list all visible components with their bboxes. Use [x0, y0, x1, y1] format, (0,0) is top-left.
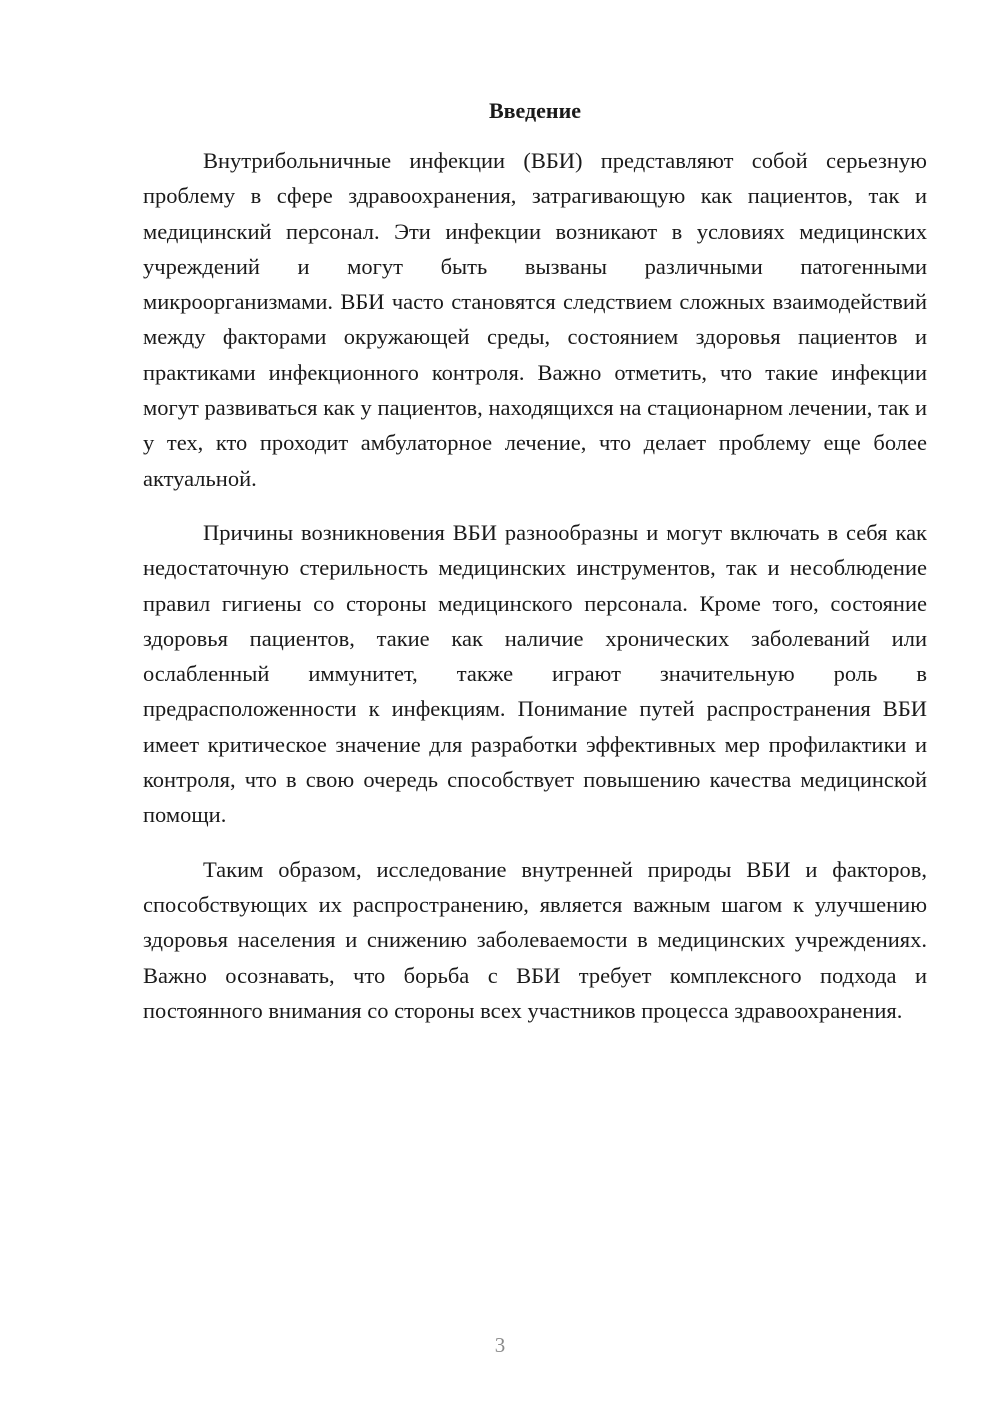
paragraph-intro: Внутрибольничные инфекции (ВБИ) представляют собой серьезную проблему в сфере здравоохранения, затрагивающую как пациентов, так и медицинский персонал. Эти инфекции возникают в условиях медицинских учреждений и могут быть вызваны различными патогенными микроорганизмами. ВБИ часто становятся следствием сложных взаимодействий между факторами окружающей среды, состоянием здоровья пациентов и практиками инфекционного контроля. Важно отметить, что такие инфекции могут развиваться как у пациентов, находящихся на стационарном лечении, так и у тех, кто проходит амбулаторное лечение, что делает проблему еще более актуальной.	[143, 148, 927, 491]
page-number: 3	[494, 1333, 506, 1357]
paragraph-conclusion: Таким образом, исследование внутренней природы ВБИ и факторов, способствующих их распространению, является важным шагом к улучшению здоровья населения и снижению заболеваемости в медицинских учреждениях. Важно осознавать, что борьба с ВБИ требует комплексного подхода и постоянного внимания со стороны всех участников процесса здравоохранения.	[143, 856, 927, 1023]
section-heading: Введение	[488, 98, 582, 123]
body-text	[143, 143, 927, 1047]
paragraph-causes: Причины возникновения ВБИ разнообразны и могут включать в себя как недостаточную стерильность медицинских инструментов, так и несоблюдение правил гигиены со стороны медицинского персонала. Кроме того, состояние здоровья пациентов, такие как наличие хронических заболеваний или ослабленный иммунитет, также играют значительную роль в предрасположенности к инфекциям. Понимание путей распространения ВБИ имеет критическое значение для разработки эффективных мер профилактики и контроля, что в свою очередь способствует повышению качества медицинской помощи.	[143, 519, 927, 828]
